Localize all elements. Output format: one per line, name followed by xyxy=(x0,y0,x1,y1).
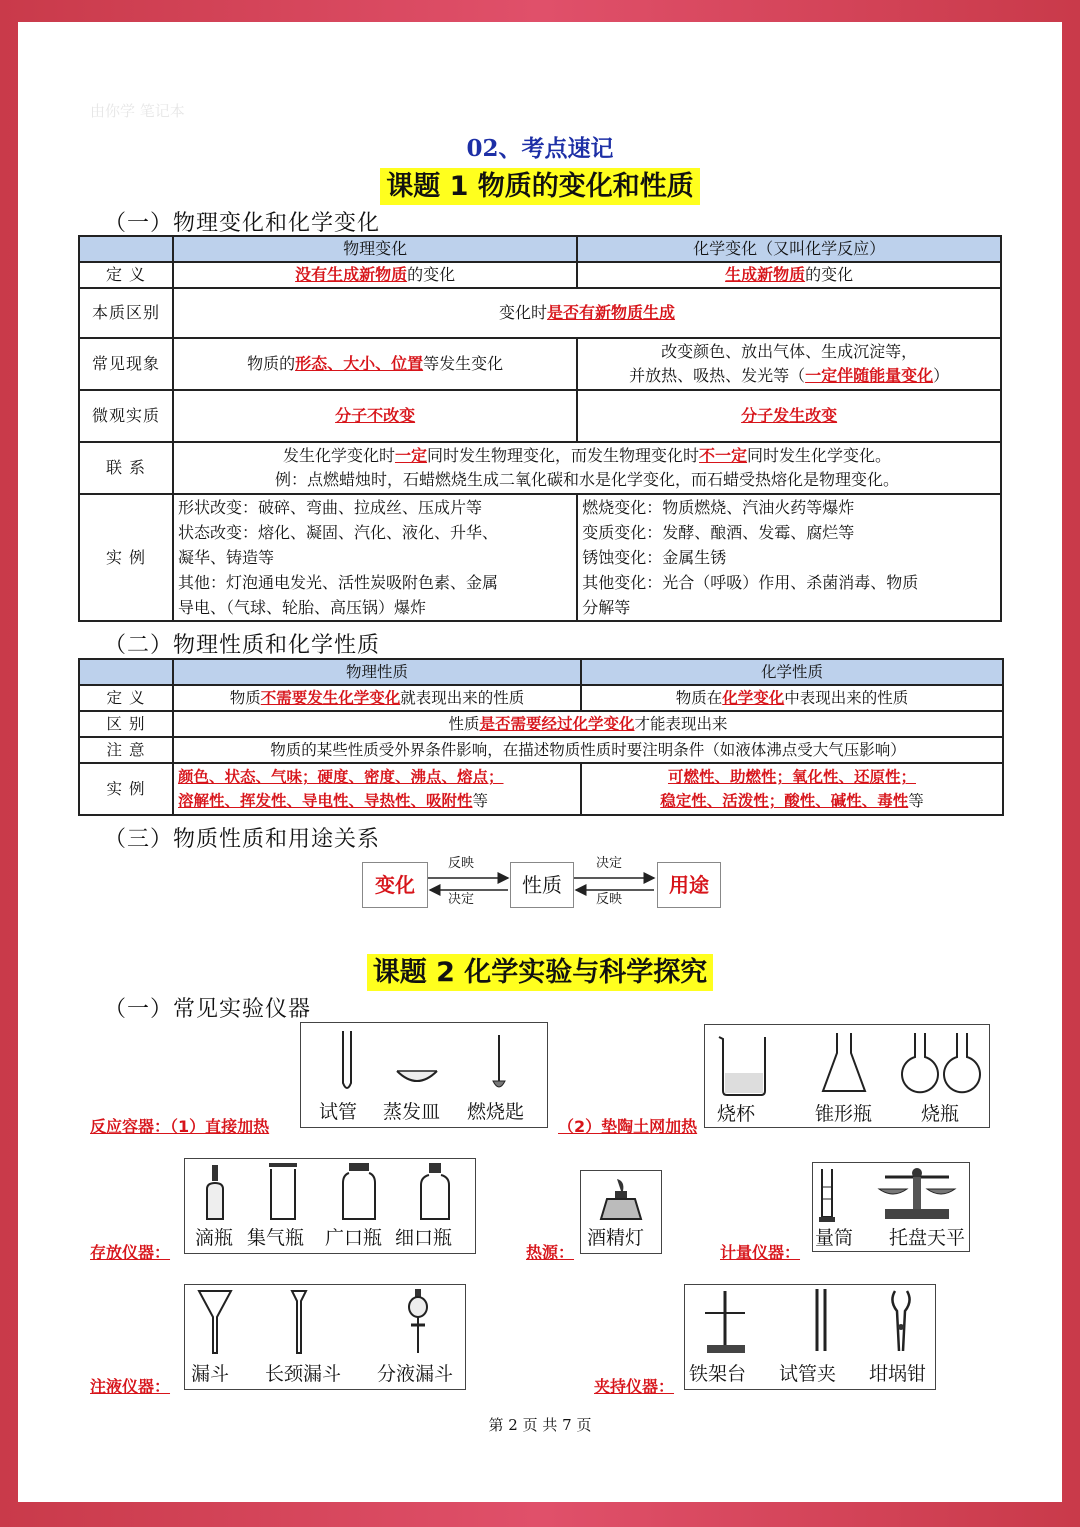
change-box: 变化 xyxy=(362,862,428,908)
graduated-cylinder-icon xyxy=(817,1167,837,1225)
erlenmeyer-flask-icon xyxy=(819,1031,869,1095)
arrow-label: 反映 xyxy=(448,856,475,871)
table-row: 实 例 形状改变：破碎、弯曲、拉成丝、压成片等 状态改变：熔化、凝固、汽化、液化、升华、 凝华、铸造等 其他：灯泡通电发光、活性炭吸附色素、金属 导电、（气球、轮胎、高压锅）爆炸 燃烧变化：物质燃烧、汽油火药等爆炸 变质变化：发酵、酿酒、发霉、腐烂等 锈蚀变化：金属生锈 其他变化：光合（呼吸）作用、杀菌消毒、物质 分解等 xyxy=(79,494,1001,621)
topic-1-title: 课题 1 物质的变化和性质 xyxy=(18,168,1062,205)
physical-examples: 形状改变：破碎、弯曲、拉成丝、压成片等 状态改变：熔化、凝固、汽化、液化、升华、 凝华、铸造等 其他：灯泡通电发光、活性炭吸附色素、金属 导电、（气球、轮胎、高压锅）爆炸 xyxy=(173,494,577,621)
storage-panel: 滴瓶 集气瓶 广口瓶 细口瓶 xyxy=(184,1158,476,1254)
section-heading: 02、考点速记 xyxy=(466,135,614,162)
header-physical-property: 物理性质 xyxy=(173,659,581,685)
header-chemical-change: 化学变化（又叫化学反应） xyxy=(577,236,1001,262)
subsection-title: （二）物理性质和化学性质 xyxy=(104,633,381,658)
liquid-adding-label: 注液仪器： xyxy=(90,1377,171,1396)
alcohol-lamp-icon xyxy=(597,1175,645,1223)
narrow-mouth-bottle-icon xyxy=(417,1161,453,1223)
reaction-vessel-label: 反应容器：（1）直接加热 xyxy=(90,1117,270,1136)
holding-label: 夹持仪器： xyxy=(594,1377,675,1396)
test-tube-holder-icon xyxy=(811,1287,831,1355)
table-row: 定 义 没有生成新物质的变化 生成新物质的变化 xyxy=(79,262,1001,288)
change-table xyxy=(78,235,1002,622)
table-row: 区 别 性质是否需要经过化学变化才能表现出来 xyxy=(79,711,1003,737)
table-row: 定 义 物质不需要发生化学变化就表现出来的性质 物质在化学变化中表现出来的性质 xyxy=(79,685,1003,711)
property-box: 性质 xyxy=(510,862,574,908)
balance-icon xyxy=(875,1165,959,1223)
document-page xyxy=(18,22,1062,1502)
liquid-adding-panel: 漏斗 长颈漏斗 分液漏斗 xyxy=(184,1284,466,1390)
arrow-label: 决定 xyxy=(596,856,623,871)
page-number: 第 2 页 共 7 页 xyxy=(488,1416,592,1434)
iron-stand-icon xyxy=(701,1287,749,1355)
table-row: 联 系 发生化学变化时一定同时发生物理变化，而发生物理变化时不一定同时发生化学变化。 例：点燃蜡烛时，石蜡燃烧生成二氧化碳和水是化学变化，而石蜡受热熔化是物理变化。 xyxy=(79,442,1001,494)
chemical-examples: 燃烧变化：物质燃烧、汽油火药等爆炸 变质变化：发酵、酿酒、发霉、腐烂等 锈蚀变化：金属生锈 其他变化：光合（呼吸）作用、杀菌消毒、物质 分解等 xyxy=(577,494,1001,621)
subsection-title: （一）常见实验仪器 xyxy=(104,997,312,1022)
subsection-title: （一）物理变化和化学变化 xyxy=(104,211,381,236)
dropper-bottle-icon xyxy=(201,1163,229,1223)
topic-2-title: 课题 2 化学实验与科学探究 xyxy=(18,954,1062,991)
indirect-heat-label: （2）垫陶土网加热 xyxy=(558,1117,698,1136)
crucible-tongs-icon xyxy=(887,1287,915,1355)
heat-source-panel: 酒精灯 xyxy=(580,1170,662,1254)
property-table xyxy=(78,658,1004,816)
wide-mouth-bottle-icon xyxy=(339,1161,379,1223)
table-row: 本质区别 变化时是否有新物质生成 xyxy=(79,288,1001,338)
table-row: 常见现象 物质的形态、大小、位置等发生变化 改变颜色、放出气体、生成沉淀等， 并放热、吸热、发光等（一定伴随能量变化） xyxy=(79,338,1001,390)
beaker-icon xyxy=(715,1033,769,1097)
storage-label: 存放仪器： xyxy=(90,1243,171,1262)
header-chemical-property: 化学性质 xyxy=(581,659,1003,685)
evaporating-dish-icon xyxy=(395,1065,439,1089)
separatory-funnel-icon xyxy=(405,1287,431,1355)
measuring-label: 计量仪器： xyxy=(720,1243,801,1262)
holding-panel: 铁架台 试管夹 坩埚钳 xyxy=(684,1284,936,1390)
combustion-spoon-icon xyxy=(489,1033,509,1095)
measuring-panel: 量筒 托盘天平 xyxy=(812,1162,970,1252)
indirect-heat-panel: 烧杯 锥形瓶 烧瓶 xyxy=(704,1024,990,1128)
direct-heat-panel: 试管 蒸发皿 燃烧匙 xyxy=(300,1022,548,1128)
arrow-label: 反映 xyxy=(596,892,623,907)
use-box: 用途 xyxy=(657,862,721,908)
header-blank xyxy=(79,236,173,262)
header-physical-change: 物理变化 xyxy=(173,236,577,262)
watermark: 由你学 笔记本 xyxy=(90,102,185,120)
test-tube-icon xyxy=(337,1029,357,1095)
flask-icon xyxy=(899,1031,985,1097)
gas-jar-icon xyxy=(263,1161,303,1223)
table-row: 微观实质 分子不改变 分子发生改变 xyxy=(79,390,1001,442)
table-row: 注 意 物质的某些性质受外界条件影响，在描述物质性质时要注明条件（如液体沸点受大气压影响） xyxy=(79,737,1003,763)
subsection-title: （三）物质性质和用途关系 xyxy=(104,827,381,852)
funnel-icon xyxy=(197,1287,233,1355)
long-neck-funnel-icon xyxy=(289,1287,309,1355)
arrow-label: 决定 xyxy=(448,892,475,907)
heat-source-label: 热源： xyxy=(526,1243,575,1262)
table-row: 实 例 颜色、状态、气味；硬度、密度、沸点、熔点； 溶解性、挥发性、导电性、导热性、吸附性等 可燃性、助燃性；氧化性、还原性； 稳定性、活泼性；酸性、碱性、毒性等 xyxy=(79,763,1003,815)
